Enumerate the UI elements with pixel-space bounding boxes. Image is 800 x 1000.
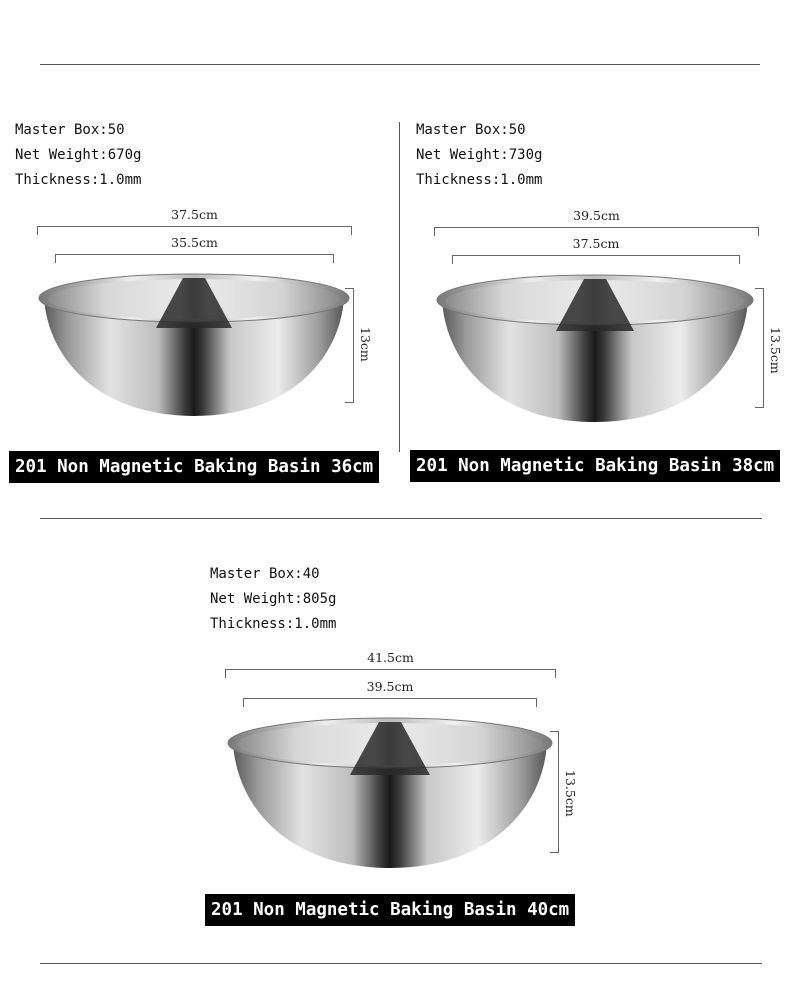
outer-width-dimension	[225, 650, 556, 678]
net-weight-label: Net Weight:670g	[15, 147, 142, 163]
bowl-image	[227, 712, 553, 870]
master-box-label: Master Box:50	[416, 122, 526, 138]
inner-width-label: 35.5cm	[171, 235, 218, 250]
top-divider	[40, 64, 760, 65]
height-label: 13.5cm	[768, 327, 783, 374]
product-title: 201 Non Magnetic Baking Basin 40cm	[205, 894, 575, 926]
height-label: 13cm	[358, 327, 373, 362]
inner-width-dimension	[243, 679, 537, 707]
product-1-specs	[15, 118, 141, 193]
bottom-divider	[40, 963, 762, 964]
master-box-label: Master Box:50	[15, 122, 125, 138]
bowl-image	[436, 269, 754, 424]
product-title: 201 Non Magnetic Baking Basin 38cm	[410, 450, 780, 482]
outer-width-dimension	[434, 208, 759, 236]
outer-width-label: 39.5cm	[573, 208, 620, 223]
net-weight-label: Net Weight:805g	[210, 591, 337, 607]
inner-width-dimension	[55, 235, 334, 263]
inner-width-label: 37.5cm	[572, 236, 620, 251]
column-divider	[399, 122, 400, 452]
product-3-specs	[210, 562, 336, 637]
thickness-label: Thickness:1.0mm	[416, 172, 543, 188]
middle-divider	[40, 518, 762, 519]
thickness-label: Thickness:1.0mm	[210, 616, 337, 632]
outer-width-label: 37.5cm	[171, 207, 218, 222]
bowl-image	[38, 268, 350, 418]
inner-width-dimension	[452, 236, 740, 264]
product-2-specs	[416, 118, 542, 193]
master-box-label: Master Box:40	[210, 566, 320, 582]
inner-width-label: 39.5cm	[366, 679, 414, 694]
thickness-label: Thickness:1.0mm	[15, 172, 142, 188]
height-dimension	[755, 288, 783, 408]
height-label: 13.5cm	[563, 770, 578, 817]
net-weight-label: Net Weight:730g	[416, 147, 543, 163]
outer-width-dimension	[37, 207, 352, 235]
product-title: 201 Non Magnetic Baking Basin 36cm	[9, 451, 379, 483]
outer-width-label: 41.5cm	[367, 650, 414, 665]
